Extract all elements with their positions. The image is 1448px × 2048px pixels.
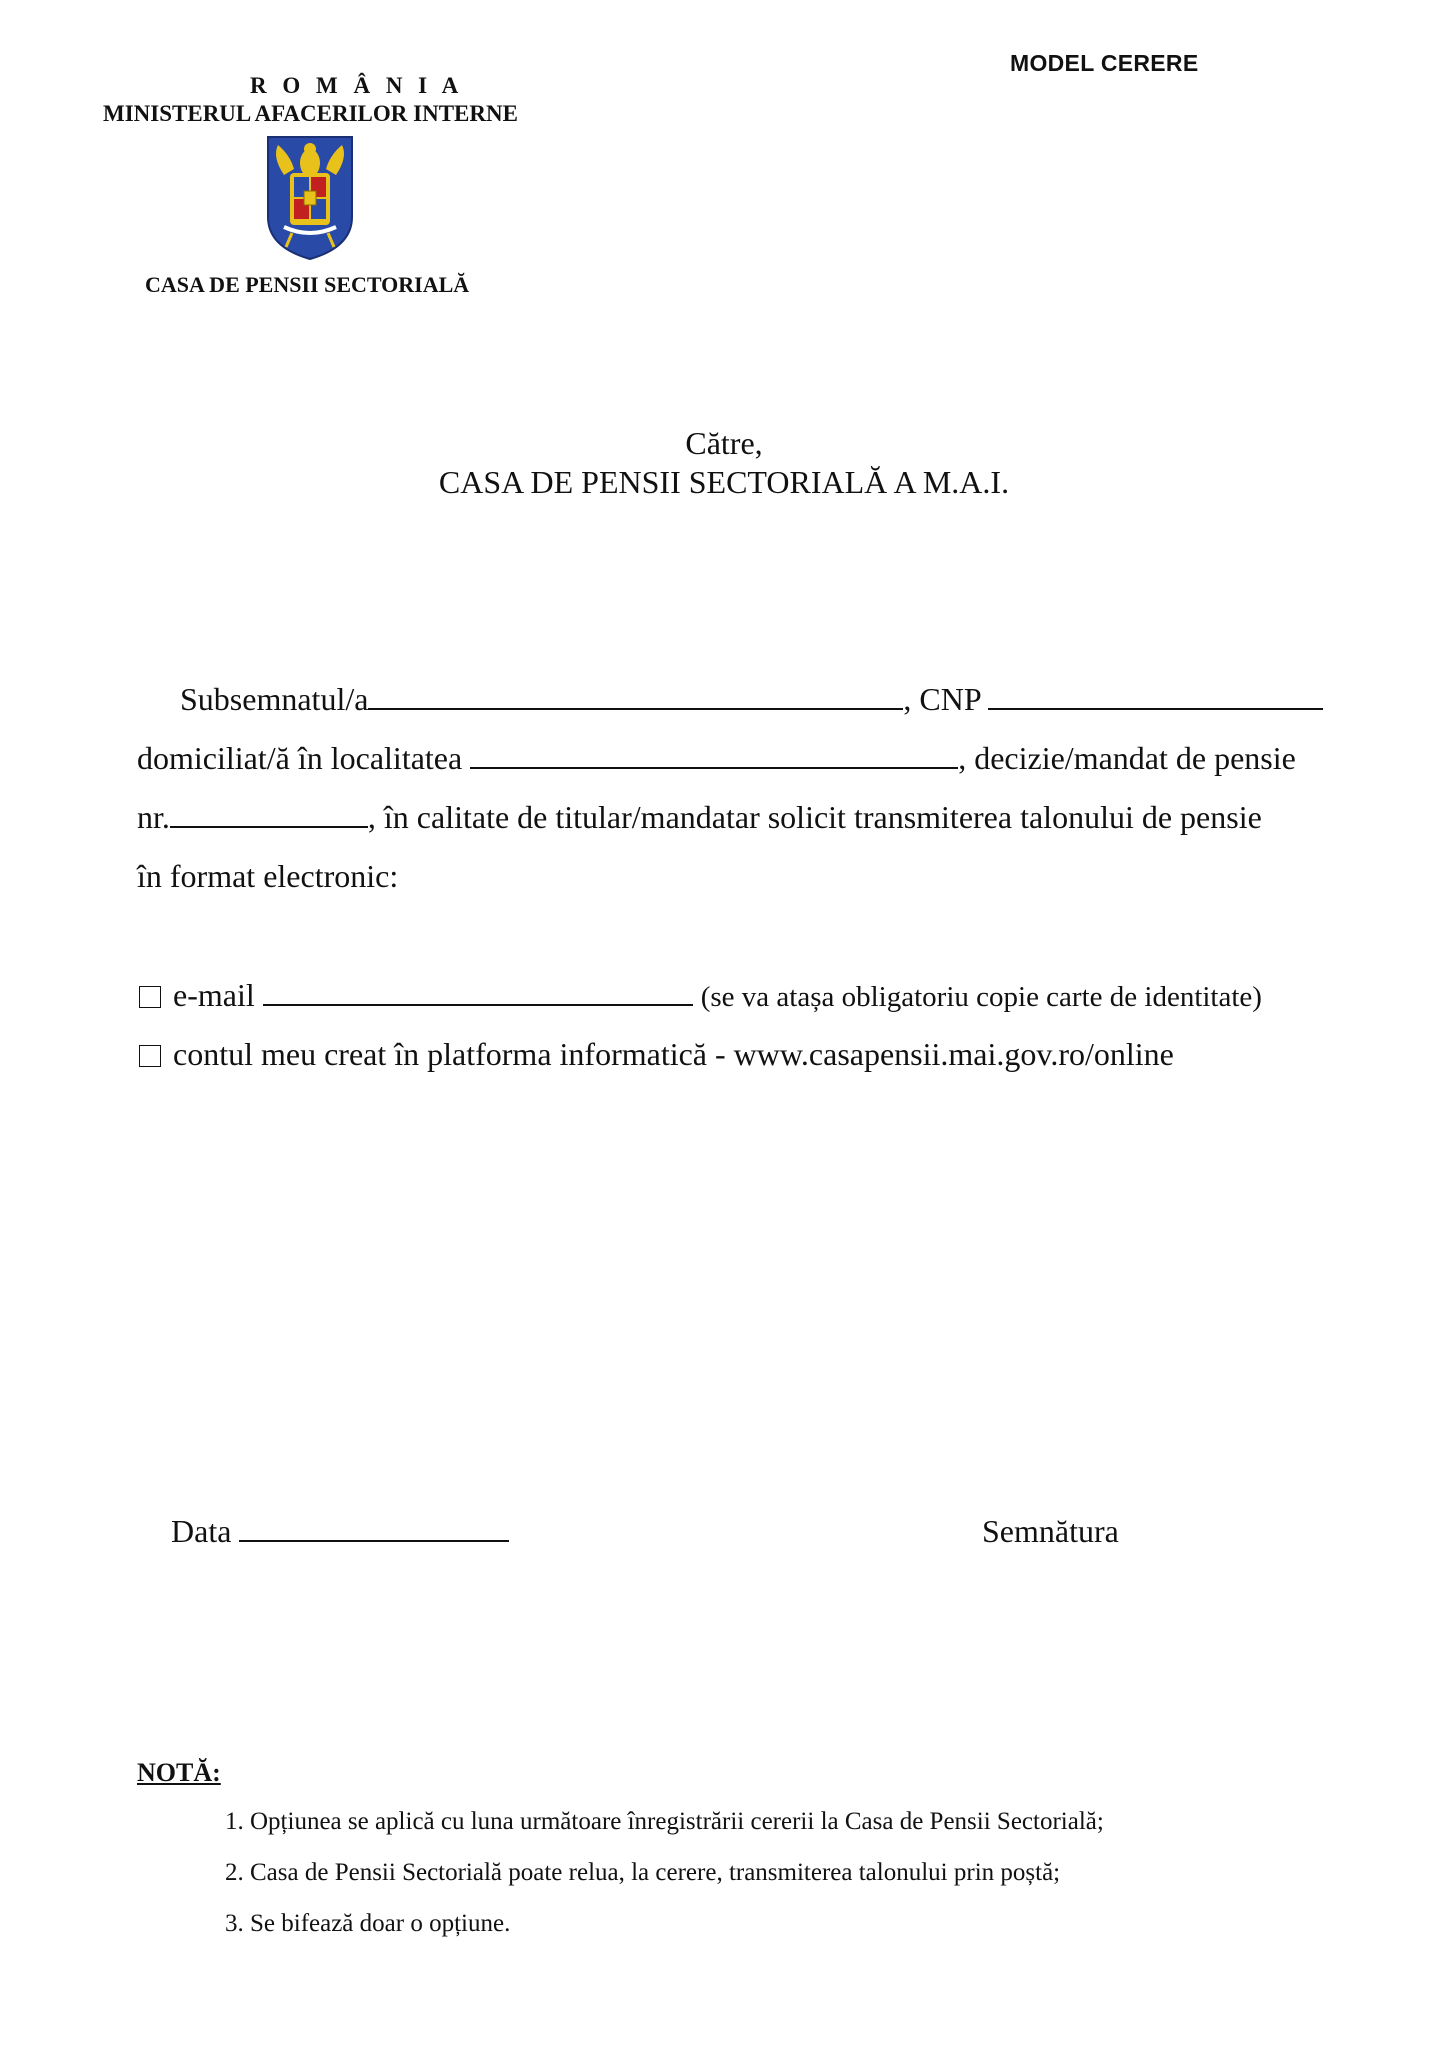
account-checkbox[interactable]	[139, 1045, 161, 1067]
request-text: , în calitate de titular/mandatar solicit transmiterea talonului de pensie	[367, 799, 1262, 835]
addressee-name: CASA DE PENSII SECTORIALĂ A M.A.I.	[438, 464, 1010, 500]
note-item: 1. Opțiunea se aplică cu luna următoare înregistrării cererii la Casa de Pensii Sectorială;	[225, 1808, 1104, 1835]
decision-number-field[interactable]	[170, 804, 368, 828]
note-item: 2. Casa de Pensii Sectorială poate relua, la cerere, transmiterea talonului prin poștă;	[225, 1859, 1061, 1886]
model-label: MODEL CERERE	[1010, 50, 1199, 76]
request-line-3	[137, 799, 1262, 836]
coat-of-arms-icon	[264, 135, 356, 261]
number-prefix: nr.	[137, 799, 170, 835]
name-field[interactable]	[368, 686, 903, 710]
note-item: 3. Se bifează doar o opțiune.	[225, 1910, 511, 1937]
locality-prefix: domiciliat/ă în localitatea	[137, 740, 463, 776]
email-checkbox[interactable]	[139, 986, 161, 1008]
request-line-2	[137, 740, 1296, 777]
email-label: e-mail	[173, 977, 255, 1013]
cnp-label: , CNP	[903, 681, 981, 717]
date-line	[171, 1513, 509, 1550]
date-field[interactable]	[239, 1518, 509, 1542]
signature-label: Semnătura	[982, 1513, 1119, 1549]
request-line-4: în format electronic:	[137, 858, 399, 894]
decision-label: , decizie/mandat de pensie	[958, 740, 1296, 776]
note-title: NOTĂ:	[137, 1758, 221, 1787]
country-title: R O M Â N I A	[250, 73, 464, 98]
account-label: contul meu creat în platforma informatică - www.casapensii.mai.gov.ro/online	[173, 1036, 1174, 1072]
date-label: Data	[171, 1513, 232, 1549]
email-note: (se va atașa obligatoriu copie carte de identitate)	[700, 981, 1262, 1013]
name-prefix: Subsemnatul/a	[180, 681, 369, 717]
request-line-1	[180, 681, 1323, 718]
institution-title: CASA DE PENSII SECTORIALĂ	[145, 272, 470, 297]
addressee-label: Către,	[685, 425, 763, 461]
locality-field[interactable]	[470, 745, 958, 769]
email-field[interactable]	[263, 982, 693, 1006]
cnp-field[interactable]	[988, 686, 1323, 710]
ministry-title: MINISTERUL AFACERILOR INTERNE	[103, 101, 518, 126]
account-option	[139, 1036, 1174, 1073]
email-option	[139, 977, 1262, 1014]
